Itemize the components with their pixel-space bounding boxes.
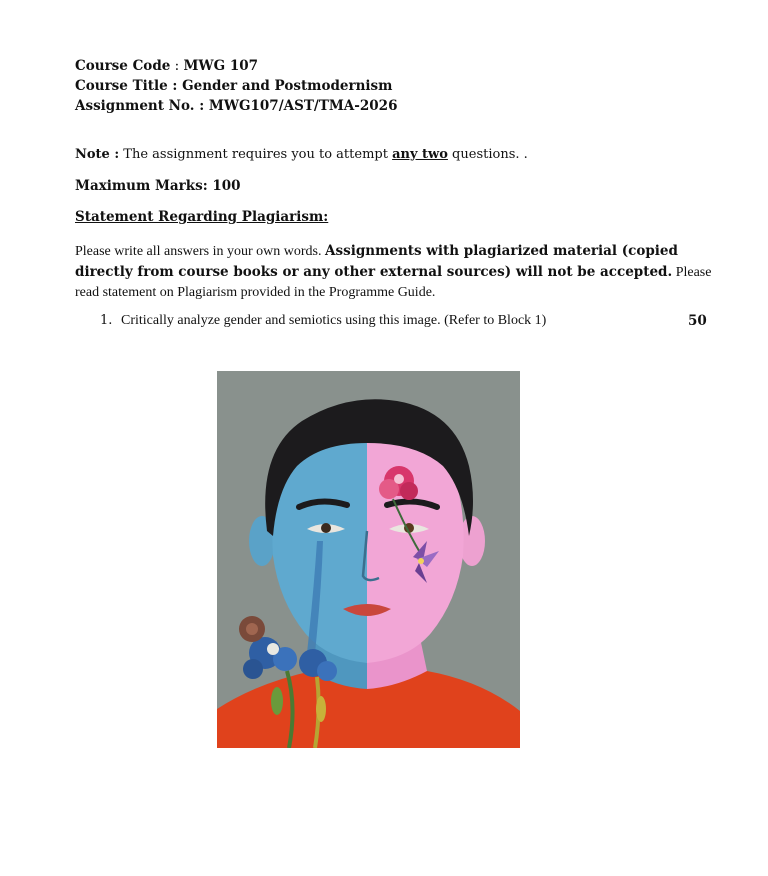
portrait-artwork bbox=[217, 371, 520, 748]
question-number: 1. bbox=[100, 313, 113, 328]
course-title-value: Gender and Postmodernism bbox=[182, 78, 393, 94]
question-text: Critically analyze gender and semiotics using this image. (Refer to Block 1) bbox=[121, 313, 547, 328]
plagiarism-warning: Assignments with plagiarized material (copied directly from course books or any other external sources) will not be accepted. bbox=[75, 243, 678, 280]
question-marks: 50 bbox=[688, 313, 707, 329]
assignment-number-value: MWG107/AST/TMA-2026 bbox=[208, 98, 398, 114]
note-label: Note : bbox=[75, 147, 120, 162]
maximum-marks: Maximum Marks: 100 bbox=[75, 178, 241, 194]
course-code-line: Course Code : MWG 107 bbox=[75, 58, 258, 74]
course-header bbox=[75, 56, 397, 116]
assignment-number-line: Assignment No. : MWG107/AST/TMA-2026 bbox=[75, 98, 398, 114]
plagiarism-heading: Statement Regarding Plagiarism: bbox=[75, 209, 329, 225]
note-emphasis: any two bbox=[392, 147, 448, 162]
plagiarism-statement: Please write all answers in your own words. Assignments with plagiarized material (copied directly from course books or any other external sources) will not be accepted. Please read statement on Plagiarism provided in the Programme Guide. bbox=[75, 243, 712, 300]
course-title-line: Course Title : Gender and Postmodernism bbox=[75, 78, 393, 94]
course-code-value: MWG 107 bbox=[183, 58, 258, 74]
note-paragraph: Note : The assignment requires you to attempt any two questions. . bbox=[75, 147, 528, 162]
